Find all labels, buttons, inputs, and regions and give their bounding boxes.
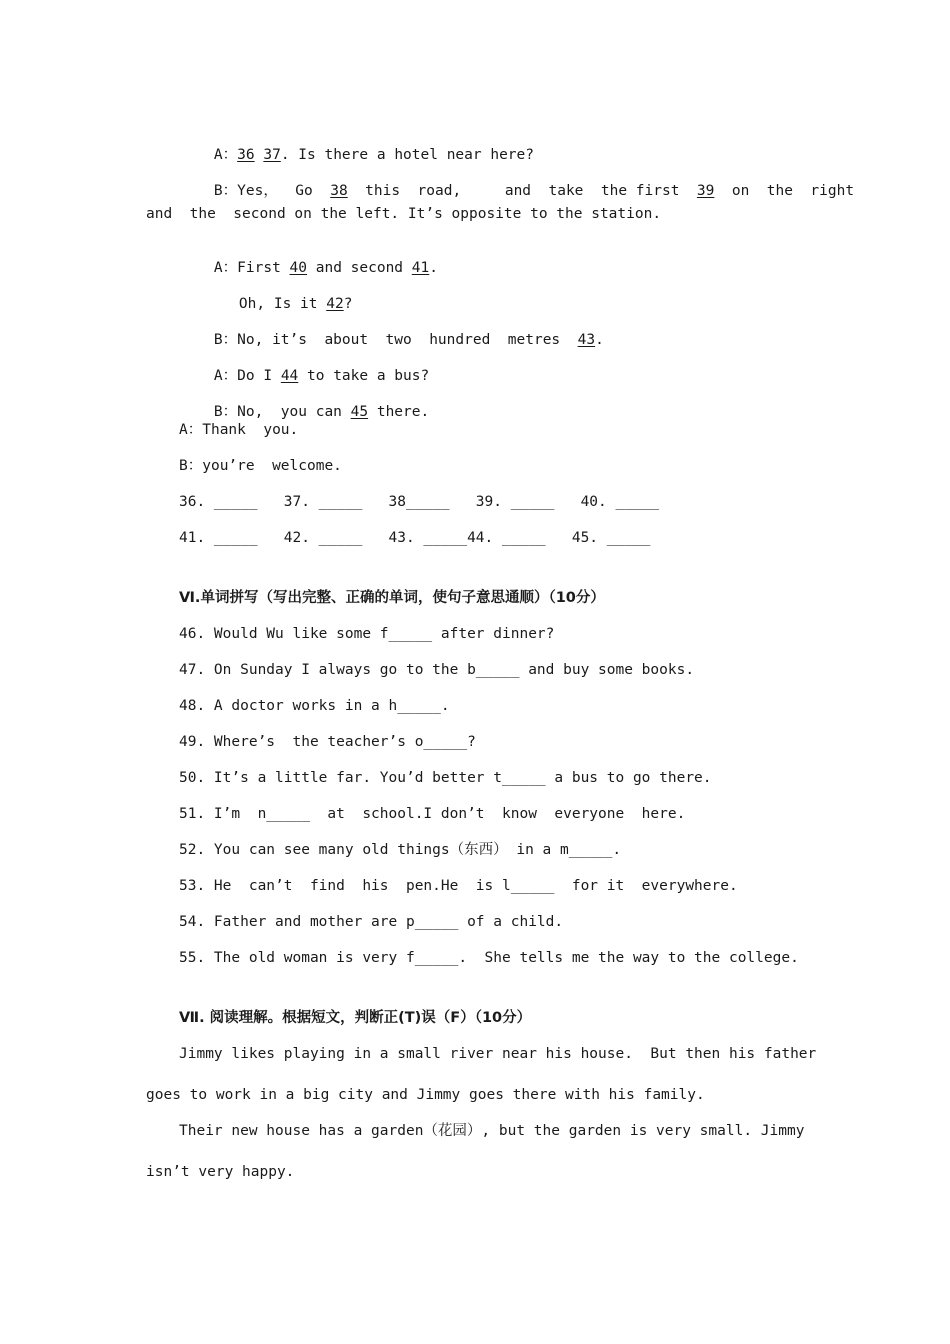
- question-item: 48. A doctor works in a h_____.: [179, 698, 450, 714]
- dialogue-text: B：Yes， Go: [213, 183, 331, 199]
- blank-number: 37: [263, 147, 281, 163]
- answer-row: 41. _____ 42. _____ 43. _____44. _____ 45. _____: [179, 530, 651, 546]
- dialogue-line: B：you’re welcome.: [179, 458, 342, 474]
- dialogue-text: . Is there a hotel near here?: [280, 147, 534, 163]
- blank-number: 43: [577, 332, 596, 348]
- blank-number: 41: [411, 260, 430, 276]
- dialogue-text: ?: [343, 296, 353, 312]
- dialogue-text: .: [595, 332, 604, 348]
- dialogue-text: to take a bus?: [298, 368, 430, 384]
- question-item: 46. Would Wu like some f_____ after dinner?: [179, 626, 555, 642]
- dialogue-line: A：Thank you.: [179, 422, 299, 438]
- question-item: 52. You can see many old things（东西） in a m_____.: [179, 842, 622, 858]
- question-item: 49. Where’s the teacher’s o_____?: [179, 734, 476, 750]
- blank-number: 38: [330, 183, 348, 199]
- blank-number: 40: [289, 260, 307, 276]
- question-item: 54. Father and mother are p_____ of a child.: [179, 914, 564, 930]
- blank-number: 42: [326, 296, 344, 312]
- question-item: 55. The old woman is very f_____. She tells me the way to the college.: [179, 950, 799, 966]
- dialogue-text: on the right: [714, 183, 855, 199]
- answer-row: 36. _____ 37. _____ 38_____ 39. _____ 40. _____: [179, 494, 660, 510]
- dialogue-text: .: [429, 260, 438, 276]
- dialogue-text: B：No, you can: [213, 404, 351, 420]
- question-item: 51. I’m n_____ at school.I don’t know everyone here.: [179, 806, 686, 822]
- passage-line: isn’t very happy.: [146, 1164, 295, 1180]
- dialogue-text: this road, and take the first: [347, 183, 697, 199]
- blank-number: 45: [350, 404, 369, 420]
- section-heading: Ⅶ. 阅读理解。根据短文，判断正(T)误（F）（10分）: [179, 1010, 532, 1026]
- passage-line: Jimmy likes playing in a small river near his house. But then his father: [179, 1046, 817, 1062]
- dialogue-text: B：No, it’s about two hundred metres: [213, 332, 578, 348]
- speaker-label: A：: [213, 147, 238, 163]
- blank-number: 36: [237, 147, 255, 163]
- dialogue-line: and the second on the left. It’s opposite to the station.: [146, 206, 662, 222]
- dialogue-text: Oh, Is it: [238, 296, 327, 312]
- passage-line: Their new house has a garden（花园）, but the garden is very small. Jimmy: [179, 1123, 805, 1139]
- section-heading: Ⅵ.单词拼写（写出完整、正确的单词，使句子意思通顺）（10分）: [179, 590, 605, 606]
- blank-number: 39: [696, 183, 715, 199]
- dialogue-text: A：First: [213, 260, 290, 276]
- dialogue-text: there.: [368, 404, 430, 420]
- question-item: 53. He can’t find his pen.He is l_____ for it everywhere.: [179, 878, 738, 894]
- question-item: 50. It’s a little far. You’d better t_____ a bus to go there.: [179, 770, 712, 786]
- dialogue-text: A：Do I: [213, 368, 281, 384]
- blank-number: 44: [280, 368, 299, 384]
- passage-line: goes to work in a big city and Jimmy goes there with his family.: [146, 1087, 705, 1103]
- dialogue-text: and second: [307, 260, 412, 276]
- question-item: 47. On Sunday I always go to the b_____ and buy some books.: [179, 662, 695, 678]
